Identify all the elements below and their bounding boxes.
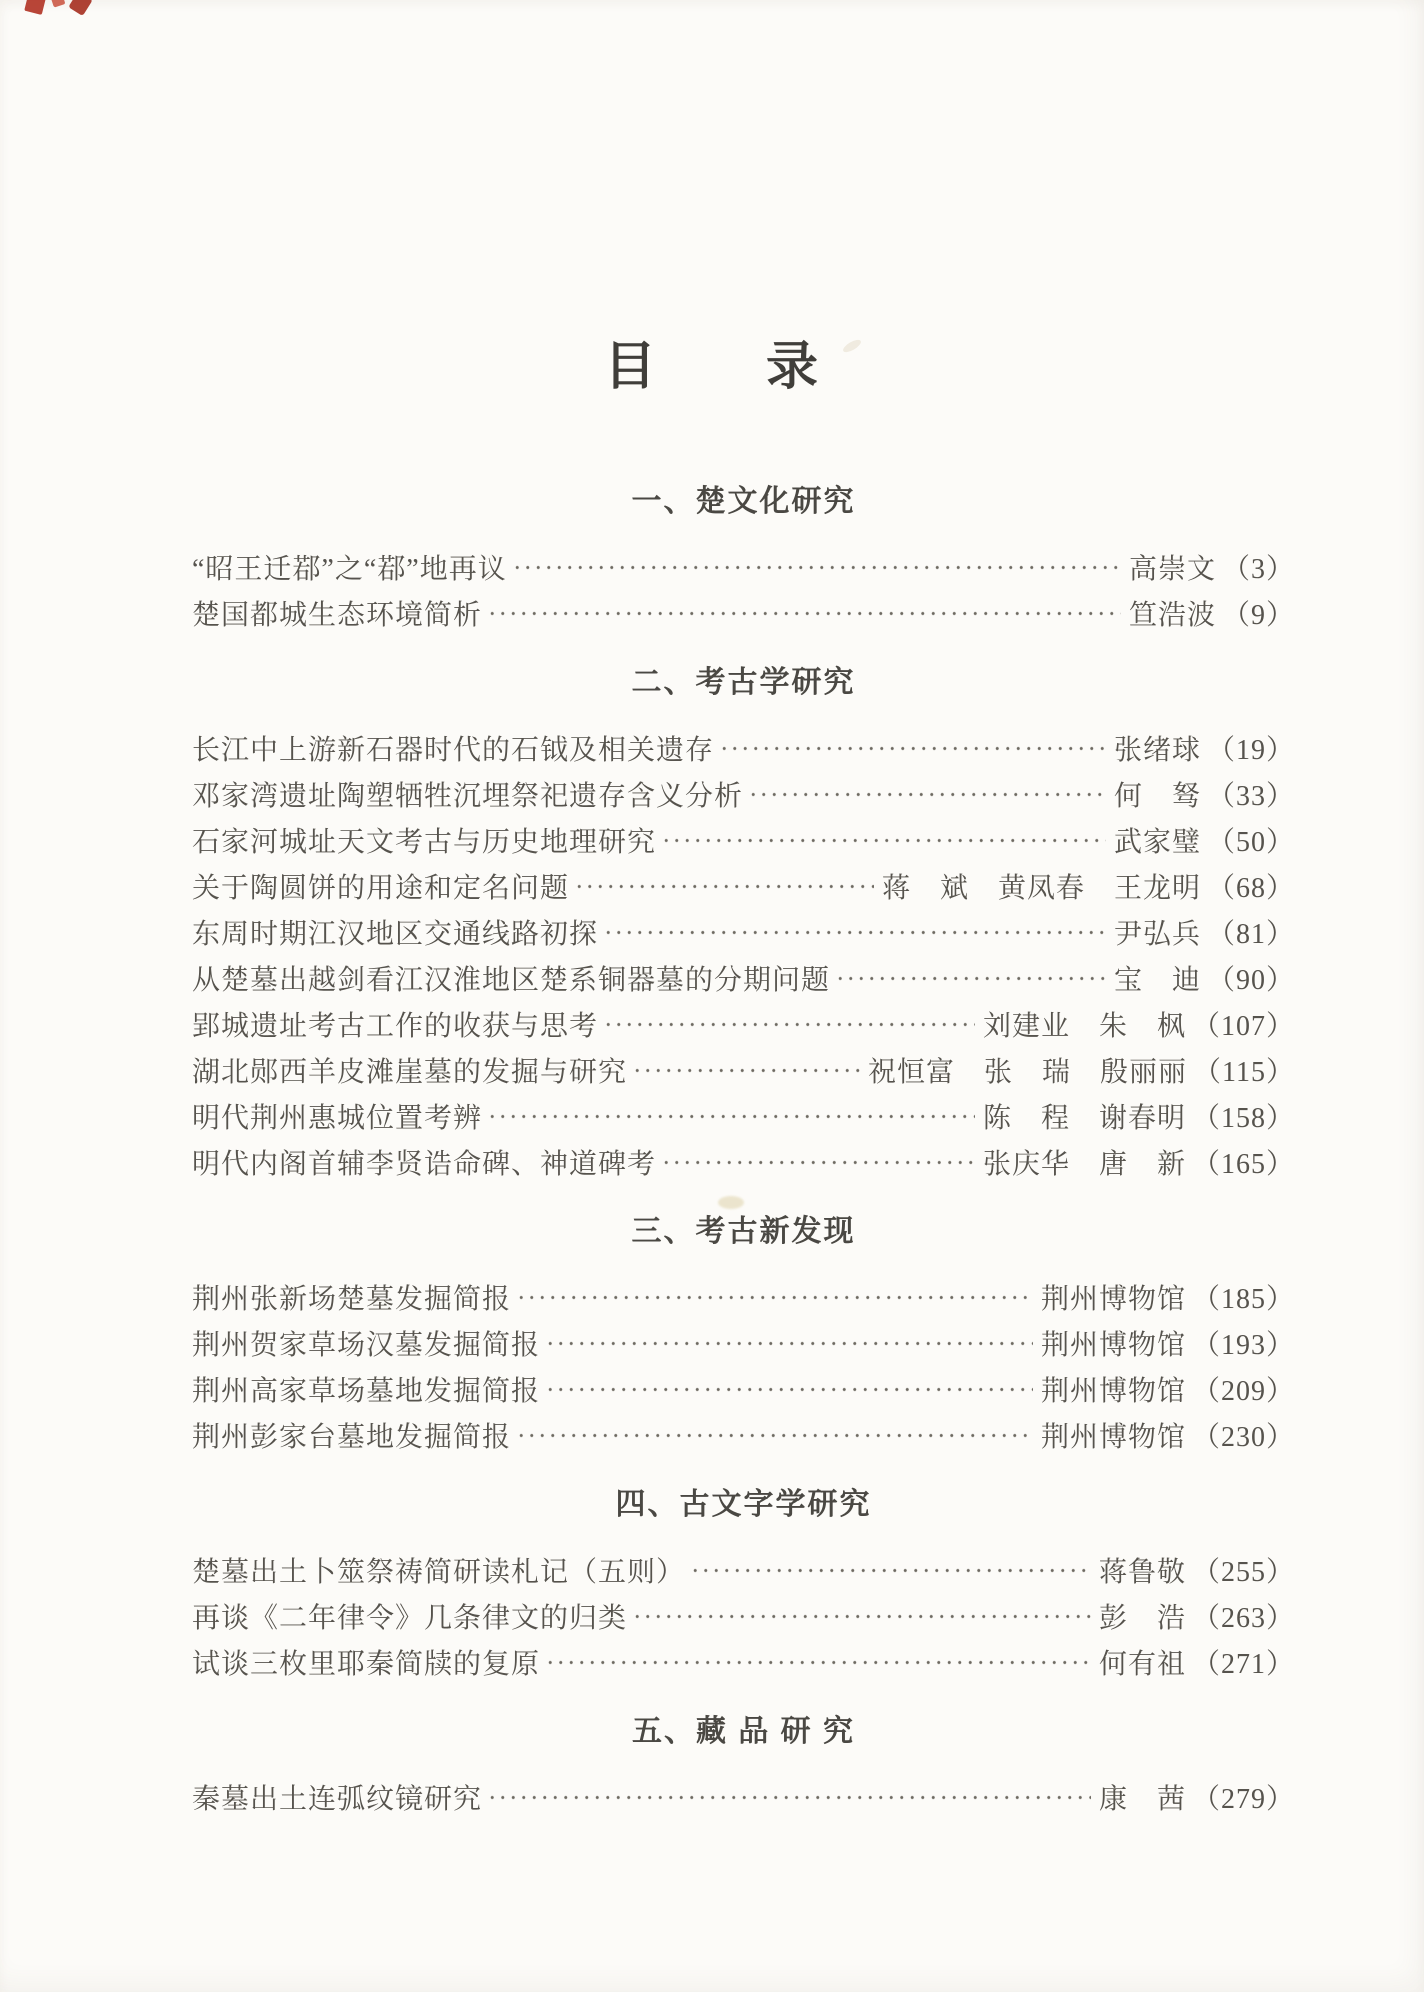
toc-entry [192,955,1295,1001]
entry-title: 明代荆州惠城位置考辨 [192,1103,483,1134]
section-heading: 四、古文字学研究 [615,1488,872,1521]
toc-entry [192,725,1295,771]
entry-title: 邓家湾遗址陶塑牺牲沉埋祭祀遗存含义分析 [192,781,744,812]
entry-title: 再谈《二年律令》几条律文的归类 [192,1603,628,1634]
entry-title: 荆州高家草场墓地发掘简报 [192,1376,541,1407]
dot-leader [516,1412,1033,1458]
toc-body [192,481,1295,1820]
entry-authors: 荆州博物馆 [1040,1284,1186,1315]
entry-page-number: （68） [1206,873,1295,904]
entry-title: 荆州彭家台墓地发掘简报 [192,1422,512,1453]
dot-leader [512,544,1121,590]
entry-title: 试谈三枚里耶秦简牍的复原 [192,1649,541,1680]
entry-title: 明代内阁首辅李贤诰命碑、神道碑考 [192,1149,657,1180]
dot-leader [487,1774,1091,1820]
toc-entry [192,1639,1295,1685]
entry-page-number: （193） [1191,1330,1295,1361]
scan-artifact-red [24,0,46,15]
entry-page-number: （33） [1206,781,1295,812]
dot-leader [719,725,1106,771]
entry-authors: 蒋 斌 黄凤春 王龙明 [881,873,1201,904]
entry-authors: 祝恒富 张 瑞 殷丽丽 [868,1057,1188,1088]
dot-leader [516,1274,1033,1320]
toc-entry [192,771,1295,817]
dot-leader [545,1366,1033,1412]
scan-artifact-red [51,0,66,8]
entry-page-number: （3） [1221,554,1295,585]
entry-page-number: （165） [1191,1149,1295,1180]
entry-page-number: （50） [1206,827,1295,858]
dot-leader [603,909,1106,955]
entry-authors: 荆州博物馆 [1040,1422,1186,1453]
entry-authors: 武家璧 [1113,827,1201,858]
entry-page-number: （9） [1221,600,1295,631]
entry-authors: 陈 程 谢春明 [982,1103,1186,1134]
entry-page-number: （271） [1191,1649,1295,1680]
entry-title: 关于陶圆饼的用途和定名问题 [192,873,570,904]
dot-leader [603,1001,975,1047]
entry-page-number: （279） [1191,1784,1295,1815]
dot-leader [487,1093,975,1139]
entry-title: 荆州张新场楚墓发掘简报 [192,1284,512,1315]
section-heading: 五、藏 品 研 究 [631,1715,855,1748]
dot-leader [748,771,1106,817]
dot-leader [690,1547,1091,1593]
section-heading: 一、楚文化研究 [631,485,856,518]
entry-title: “昭王迁鄀”之“鄀”地再议 [192,554,507,585]
dot-leader [487,590,1121,636]
toc-entry [192,817,1295,863]
section-entry-list [192,544,1295,636]
page-title: 目 录 [603,339,820,396]
toc-entry [192,863,1295,909]
entry-page-number: （19） [1206,735,1295,766]
entry-title: 湖北郧西羊皮滩崖墓的发掘与研究 [192,1057,628,1088]
entry-authors: 何有祖 [1098,1649,1186,1680]
entry-authors: 荆州博物馆 [1040,1330,1186,1361]
toc-entry [192,1547,1295,1593]
entry-title: 长江中上游新石器时代的石钺及相关遗存 [192,735,715,766]
entry-page-number: （185） [1191,1284,1295,1315]
toc-entry [192,1139,1295,1185]
entry-title: 秦墓出土连弧纹镜研究 [192,1784,483,1815]
entry-title: 东周时期江汉地区交通线路初探 [192,919,599,950]
toc-entry [192,1366,1295,1412]
entry-page-number: （81） [1206,919,1295,950]
entry-page-number: （90） [1206,965,1295,996]
section-entry-list [192,725,1295,1185]
toc-entry [192,1093,1295,1139]
toc-entry [192,1047,1295,1093]
toc-entry [192,1320,1295,1366]
entry-authors: 笪浩波 [1128,600,1216,631]
entry-title: 楚墓出土卜筮祭祷简研读札记（五则） [192,1557,686,1588]
entry-page-number: （263） [1191,1603,1295,1634]
toc-entry [192,909,1295,955]
entry-authors: 张庆华 唐 新 [982,1149,1186,1180]
toc-entry [192,1274,1295,1320]
entry-authors: 张绪球 [1113,735,1201,766]
entry-authors: 蒋鲁敬 [1098,1557,1186,1588]
entry-authors: 宝 迪 [1113,965,1201,996]
entry-page-number: （107） [1191,1011,1295,1042]
section-entry-list [192,1774,1295,1820]
toc-entry [192,1001,1295,1047]
entry-page-number: （209） [1191,1376,1295,1407]
dot-leader [632,1593,1091,1639]
entry-authors: 彭 浩 [1098,1603,1186,1634]
scan-artifact-red [68,0,92,16]
section-heading: 三、考古新发现 [631,1215,856,1248]
section-heading: 二、考古学研究 [631,666,856,699]
toc-entry [192,1412,1295,1458]
dot-leader [574,863,874,909]
toc-entry [192,544,1295,590]
entry-authors: 康 茜 [1098,1784,1186,1815]
section-entry-list [192,1547,1295,1685]
entry-authors: 荆州博物馆 [1040,1376,1186,1407]
entry-authors: 高崇文 [1128,554,1216,585]
entry-title: 石家河城址天文考古与历史地理研究 [192,827,657,858]
toc-entry [192,590,1295,636]
entry-title: 从楚墓出越剑看江汉淮地区楚系铜器墓的分期问题 [192,965,831,996]
entry-page-number: （230） [1191,1422,1295,1453]
dot-leader [835,955,1106,1001]
dot-leader [545,1639,1091,1685]
toc-entry [192,1774,1295,1820]
dot-leader [632,1047,860,1093]
entry-authors: 何 驽 [1113,781,1201,812]
entry-authors: 刘建业 朱 枫 [982,1011,1186,1042]
dot-leader [545,1320,1033,1366]
entry-page-number: （158） [1191,1103,1295,1134]
entry-authors: 尹弘兵 [1113,919,1201,950]
toc-entry [192,1593,1295,1639]
entry-title: 郢城遗址考古工作的收获与思考 [192,1011,599,1042]
dot-leader [661,1139,975,1185]
entry-title: 楚国都城生态环境简析 [192,600,483,631]
entry-page-number: （255） [1191,1557,1295,1588]
paper-smudge [718,1196,744,1209]
dot-leader [661,817,1106,863]
entry-page-number: （115） [1193,1057,1295,1088]
section-entry-list [192,1274,1295,1458]
entry-title: 荆州贺家草场汉墓发掘简报 [192,1330,541,1361]
